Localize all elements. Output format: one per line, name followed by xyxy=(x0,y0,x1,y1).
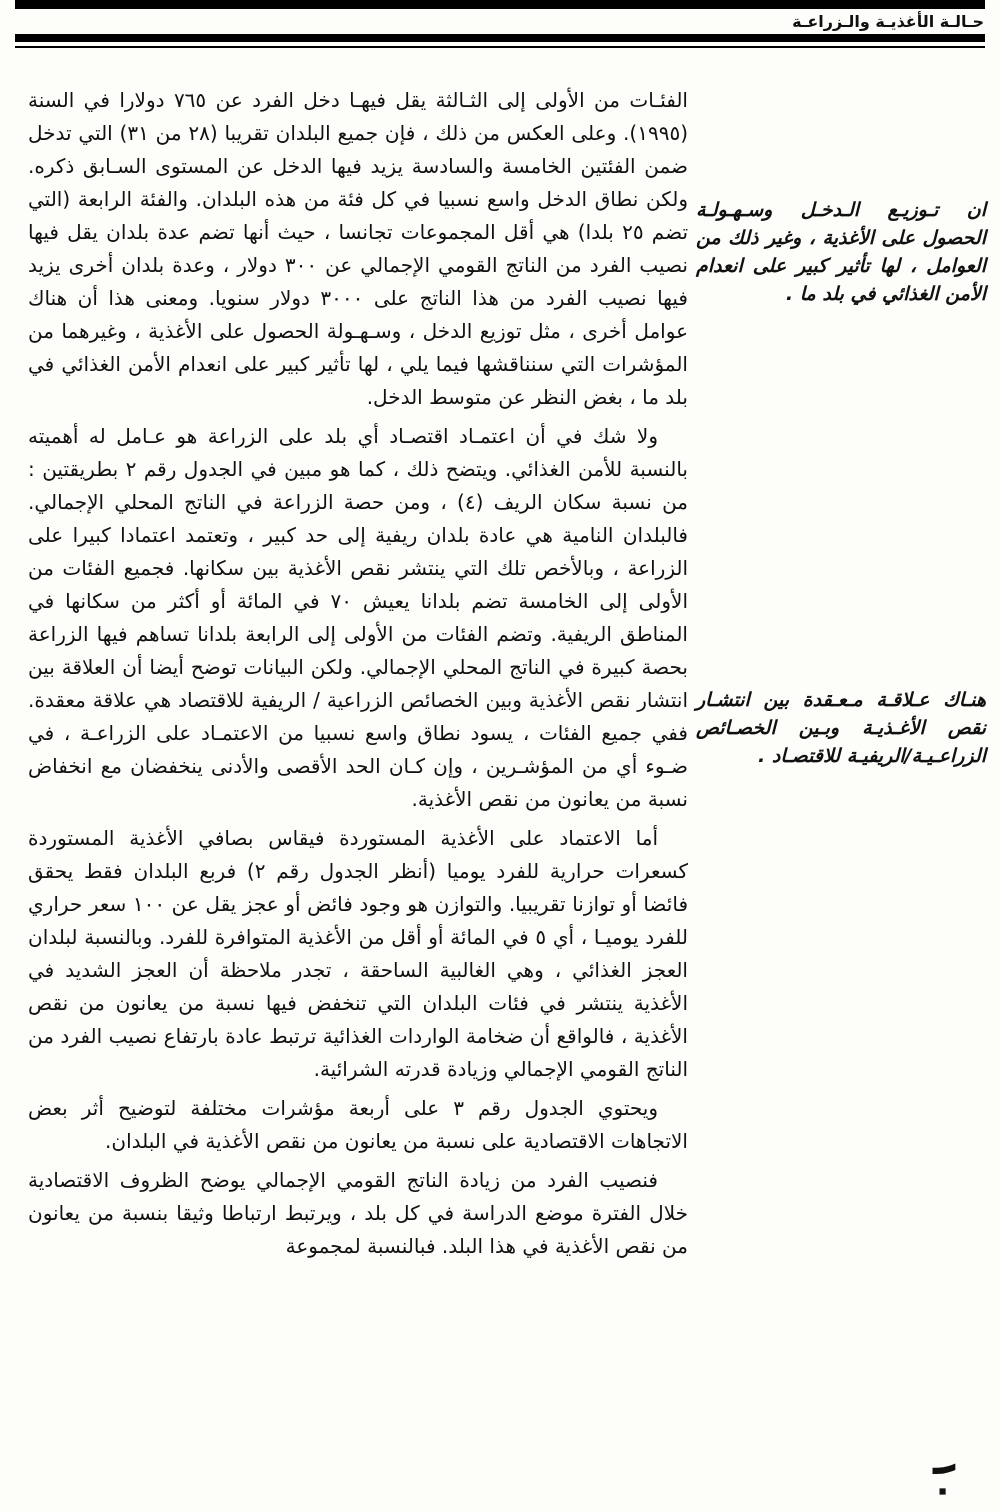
body-paragraph-1: الفئـات من الأولى إلى الثـالثة يقل فيهـا دخل الفرد عن ٧٦٥ دولارا في السنة (١٩٩٥). وعلى العكس من ذلك ، فإن جميع البلدان تقريبا (٢٨ من ٣١) التي تدخل ضمن الفئتين الخامسة والسادسة يزيد فيها الدخل عن المستوى السـابق ذكره. ولكن نطاق الدخل واسع نسبيا في كل فئة من هذه البلدان. والفئة الرابعة (التي تضم ٢٥ بلدا) هي أقل المجموعات تجانسا ، حيث أنها تضم عدة بلدان يقل فيها نصيب الفرد من الناتج القومي الإجمالي عن ٣٠٠ دولار ، وعدة بلدان أخرى يزيد فيها نصيب الفرد من هذا الناتج على ٣٠٠٠ دولار سنويا. ومعنى هذا أن هناك عوامل أخرى ، مثل توزيع الدخل ، وسـهـولة الحصول على الأغذية ، وغيرهما من المؤشرات التي سنناقشها فيما يلي ، لها تأثير كبير على انعدام الأمن الغذائي في بلد ما ، بغض النظر عن متوسط الدخل. xyxy=(28,88,689,409)
body-text-column xyxy=(28,84,688,1263)
body-paragraph-4: ويحتوي الجدول رقم ٣ على أربعة مؤشرات مختلفة لتوضيح أثر بعض الاتجاهات الاقتصادية على نسبة من يعانون من نقص الأغذية في البلدان. xyxy=(28,1096,688,1153)
margin-notes-column xyxy=(696,84,986,1464)
page-number: ١٠ xyxy=(923,1458,965,1503)
header-rule-thick xyxy=(15,34,985,42)
body-paragraph-3: أما الاعتماد على الأغذية المستوردة فيقاس بصافي الأغذية المستوردة كسعرات حرارية للفرد يوميا (أنظر الجدول رقم ٢) فربع البلدان فقط يحقق فائضا أو توازنا تقريبيا. والتوازن هو وجود فائض أو عجز يقل عن ١٠٠ سعر حراري للفرد يوميـا ، أي ٥ في المائة أو أقل من الأغذية المتوافرة للفرد. وبالنسبة لبلدان العجز الغذائي ، وهي الغالبية الساحقة ، تجدر ملاحظة أن العجز الشديد في الأغذية ينتشر في فئات البلدان التي تنخفض فيها نسبة من يعانون من نقص الأغذية ، فالواقع أن ضخامة الواردات الغذائية ترتبط عادة بارتفاع نصيب الفرد من الناتج القومي الإجمالي وزيادة قدرته الشرائية. xyxy=(28,826,689,1081)
body-paragraph-2: ولا شك في أن اعتمـاد اقتصـاد أي بلد على الزراعة هو عـامل له أهميته بالنسبة للأمن الغذائي. ويتضح ذلك ، كما هو مبين في الجدول رقم ٢ بطريقتين : من نسبة سكان الريف (٤) ، ومن حصة الزراعة في الناتج المحلي الإجمالي. فالبلدان النامية هي عادة بلدان ريفية إلى حد كبير ، وتعتمد اعتمادا كبيرا على الزراعة ، وبالأخص تلك التي ينتشر نقص الأغذية بين سكانها. فجميع الفئات من الأولى إلى الخامسة تضم بلدانا يعيش ٧٠ في المائة أو أكثر من سكانها في المناطق الريفية. وتضم الفئات من الأولى إلى الرابعة بلدانا تساهم فيها الزراعة بحصة كبيرة في الناتج المحلي الإجمالي. ولكن البيانات توضح أيضا أن العلاقة بين انتشار نقص الأغذية وبين الخصائص الزراعية / الريفية للاقتصاد هي علاقة معقدة. ففي جميع الفئات ، يسود نطاق واسع نسبيا من الاعتمـاد على الزراعـة ، في ضـوء أي من المؤشـرين ، وإن كـان الحد الأقصى والأدنى ينخفضان مع انخفاض نسبة من يعانون من نقص الأغذية. xyxy=(28,424,689,811)
margin-note-complex-relationship: هنـاك عـلاقـة مـعـقدة بين انتشـار نقص الأغـذيـة وبـين الخصـائص الزراعـيـة/الريفيـة للاقتصـاد . xyxy=(696,689,986,767)
header-rule-thin xyxy=(15,46,985,48)
body-paragraph-5: فنصيب الفرد من زيادة الناتج القومي الإجمالي يوضح الظروف الاقتصادية خلال الفترة موضع الدراسة في كل بلد ، ويرتبط ارتباطا وثيقا بنسبة من يعانون من نقص الأغذية في هذا البلد. فبالنسبة لمجموعة xyxy=(28,1168,688,1258)
running-head-title: حـالـة الأغذيـة والـزراعـة xyxy=(792,12,984,31)
margin-note-income-distribution: ان تـوزيـع الـدخـل وسـهـولـة الحصول على الأغذية ، وغير ذلك من العوامل ، لها تأثير كبير على انعدام الأمن الغذائي في بلد ما . xyxy=(696,199,986,305)
header-rule-top xyxy=(15,0,985,9)
